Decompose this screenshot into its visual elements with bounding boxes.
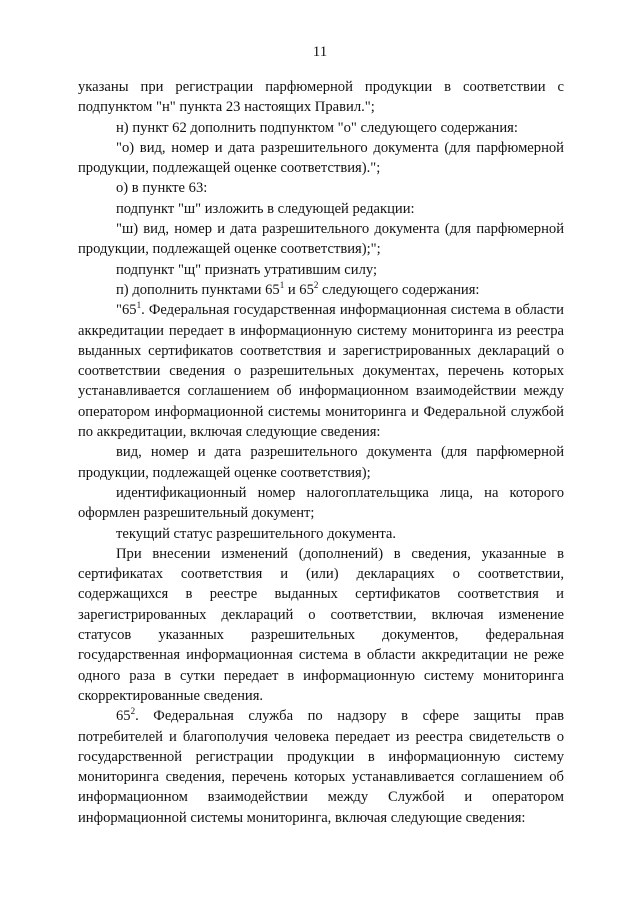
paragraph-text: указаны при регистрации парфюмерной продукции в соответствии с подпунктом "н" пункта 23 настоящих Правил."; (78, 79, 564, 116)
superscript: 2 (313, 279, 319, 290)
page-number: 11 (312, 44, 328, 60)
paragraph-text: н) пункт 62 дополнить подпунктом "о" следующего содержания: (116, 119, 518, 136)
paragraph (78, 483, 564, 524)
paragraph-text: вид, номер и дата разрешительного документа (для парфюмерной продукции, подлежащей оценке соответствия); (78, 444, 564, 481)
superscript: 2 (130, 706, 136, 717)
paragraph-text: и 65 (284, 281, 314, 298)
paragraph-text: "65 (116, 302, 137, 319)
paragraph (78, 706, 564, 828)
paragraph-text: "о) вид, номер и дата разрешительного документа (для парфюмерной продукции, подлежащей оценке соответствия)."; (78, 139, 564, 177)
paragraph-text: При внесении изменений (дополнений) в сведения, указанные в сертификатах соответствия и (или) декларациях о соответствии, содержащихся в реестре выданных сертификатов соответствия и зарегистрированных деклараций о соответствии, включая изменение статусов указанных разрешительных документов, федеральная государственная информационная система в области аккредитации не реже одного раза в сутки передает в информационную систему мониторинга скорректированные сведения. (78, 545, 564, 704)
paragraph-text: "ш) вид, номер и дата разрешительного документа (для парфюмерной продукции, подлежащей оценке соответствия);"; (78, 221, 564, 258)
paragraph (78, 178, 564, 198)
paragraph-text: следующего содержания: (318, 281, 480, 298)
paragraph (78, 544, 564, 706)
paragraph (78, 524, 564, 544)
paragraph (78, 280, 564, 300)
paragraph-text: 65 (116, 708, 131, 725)
paragraph-text: о) в пункте 63: (116, 180, 208, 197)
paragraph-text: п) дополнить пунктами 65 (116, 281, 280, 298)
paragraph-text: подпункт "щ" признать утратившим силу; (116, 261, 378, 278)
paragraph (78, 219, 564, 260)
paragraph (78, 300, 564, 442)
superscript: 1 (279, 279, 285, 290)
paragraph (78, 77, 564, 118)
paragraph-text: текущий статус разрешительного документа. (116, 525, 397, 542)
paragraph-text: идентификационный номер налогоплательщика лица, на которого оформлен разрешительный документ; (78, 484, 564, 522)
document-body (78, 77, 564, 828)
superscript: 1 (136, 300, 142, 311)
paragraph-text: . Федеральная государственная информационная система в области аккредитации передает в информационную систему мониторинга из реестра выданных сертификатов соответствия и зарегистрированных деклараций о соответствии сведения о разрешительных документах, перечень которых устанавливается соглашением об информационном взаимодействии между оператором информационной системы мониторинга и Федеральной службой по аккредитации, включая следующие сведения: (78, 302, 564, 441)
paragraph-text: . Федеральная служба по надзору в сфере защиты прав потребителей и благополучия человека передает из реестра свидетельств о государственной регистрации продукции в информационную систему мониторинга сведения, перечень которых устанавливается соглашением об информационном взаимодействии между Службой и оператором информационной системы мониторинга, включая следующие сведения: (78, 708, 564, 826)
paragraph (78, 260, 564, 280)
paragraph-text: подпункт "ш" изложить в следующей редакции: (116, 200, 415, 217)
paragraph (78, 199, 564, 219)
paragraph (78, 138, 564, 179)
paragraph (78, 118, 564, 138)
paragraph (78, 442, 564, 483)
